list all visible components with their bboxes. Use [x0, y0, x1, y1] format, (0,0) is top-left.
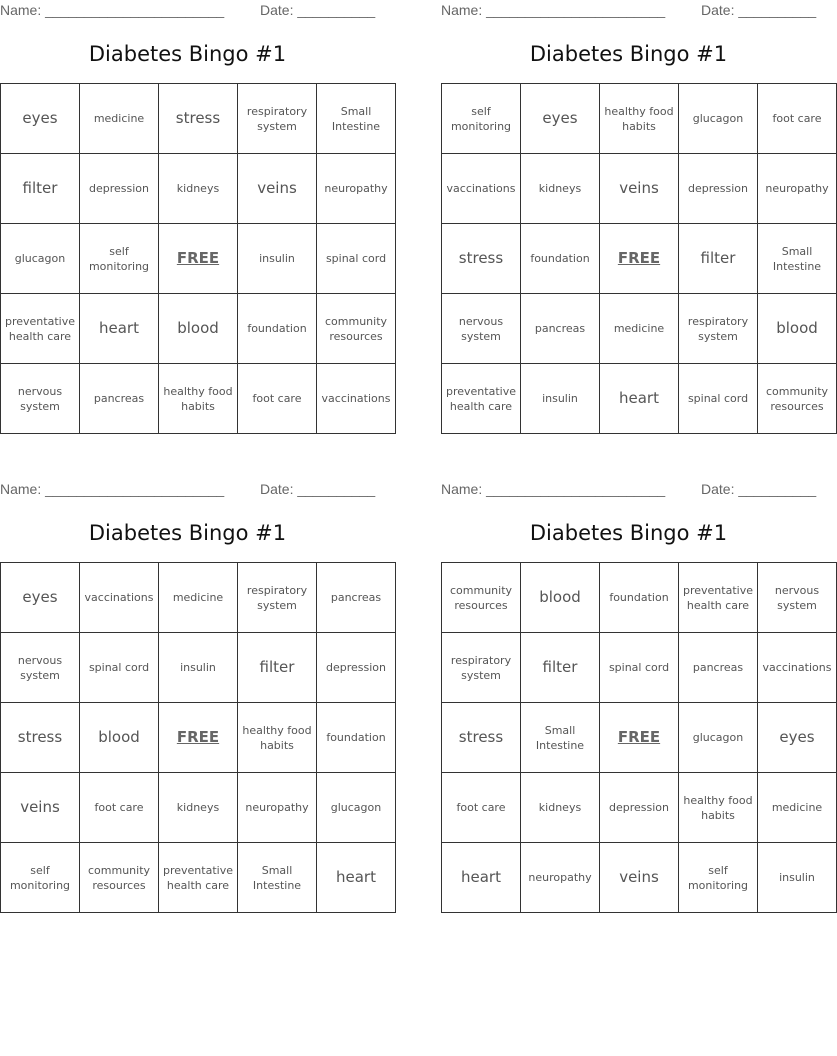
bingo-cell: glucagon	[679, 84, 758, 154]
grid-row	[442, 843, 837, 913]
grid-row	[1, 703, 396, 773]
bingo-cell: pancreas	[317, 563, 396, 633]
grid-row	[442, 224, 837, 294]
bingo-cell: stress	[1, 703, 80, 773]
bingo-cell: depression	[679, 154, 758, 224]
bingo-cell: eyes	[758, 703, 837, 773]
bingo-cell: stress	[159, 84, 238, 154]
bingo-cell: vaccinations	[758, 633, 837, 703]
bingo-cell: foot care	[80, 773, 159, 843]
bingo-cell: pancreas	[521, 294, 600, 364]
date-line: Date: __________	[260, 481, 376, 497]
bingo-cell: filter	[521, 633, 600, 703]
bingo-cell: eyes	[1, 84, 80, 154]
bingo-cell: filter	[1, 154, 80, 224]
bingo-cell: depression	[600, 773, 679, 843]
bingo-cell: preventative health care	[442, 364, 521, 434]
bingo-cell: veins	[238, 154, 317, 224]
bingo-cell: heart	[317, 843, 396, 913]
name-line: Name: _______________________	[441, 481, 666, 497]
bingo-cell: neuropathy	[521, 843, 600, 913]
bingo-cell: medicine	[80, 84, 159, 154]
grid-row	[1, 364, 396, 434]
bingo-cell: self monitoring	[80, 224, 159, 294]
bingo-cell: foot care	[758, 84, 837, 154]
bingo-cell: heart	[600, 364, 679, 434]
card-title: Diabetes Bingo #1	[529, 521, 728, 545]
bingo-cell: foundation	[600, 563, 679, 633]
bingo-cell: respiratory system	[679, 294, 758, 364]
grid-row	[1, 294, 396, 364]
bingo-cell: nervous system	[758, 563, 837, 633]
bingo-cell: respiratory system	[442, 633, 521, 703]
bingo-cell: community resources	[442, 563, 521, 633]
date-line: Date: __________	[701, 2, 817, 18]
bingo-cell: spinal cord	[600, 633, 679, 703]
name-line: Name: _______________________	[0, 2, 225, 18]
bingo-cell: Small Intestine	[238, 843, 317, 913]
bingo-cell: spinal cord	[317, 224, 396, 294]
bingo-grid	[441, 83, 837, 434]
bingo-cell: healthy food habits	[600, 84, 679, 154]
bingo-cell: stress	[442, 703, 521, 773]
grid-row	[1, 84, 396, 154]
bingo-cell: depression	[80, 154, 159, 224]
grid-row	[442, 294, 837, 364]
bingo-cell: vaccinations	[80, 563, 159, 633]
bingo-cell: foundation	[317, 703, 396, 773]
bingo-cell: stress	[442, 224, 521, 294]
bingo-cell: neuropathy	[758, 154, 837, 224]
bingo-cell: Small Intestine	[521, 703, 600, 773]
bingo-cell: vaccinations	[442, 154, 521, 224]
bingo-cell: self monitoring	[1, 843, 80, 913]
name-line: Name: _______________________	[441, 2, 666, 18]
bingo-cell: veins	[600, 843, 679, 913]
bingo-cell: heart	[442, 843, 521, 913]
bingo-cell: blood	[758, 294, 837, 364]
bingo-cell: healthy food habits	[238, 703, 317, 773]
card-title: Diabetes Bingo #1	[529, 42, 728, 66]
grid-row	[1, 563, 396, 633]
bingo-cell: blood	[521, 563, 600, 633]
bingo-cell: eyes	[521, 84, 600, 154]
grid-row	[1, 224, 396, 294]
bingo-cell: spinal cord	[80, 633, 159, 703]
grid-row	[442, 563, 837, 633]
bingo-cell: preventative health care	[159, 843, 238, 913]
grid-row	[442, 84, 837, 154]
bingo-cell: pancreas	[80, 364, 159, 434]
bingo-cell: vaccinations	[317, 364, 396, 434]
bingo-cell: foundation	[521, 224, 600, 294]
card-title: Diabetes Bingo #1	[88, 42, 287, 66]
bingo-cell: foot care	[442, 773, 521, 843]
bingo-grid	[441, 562, 837, 913]
bingo-cell: insulin	[238, 224, 317, 294]
bingo-cell: depression	[317, 633, 396, 703]
date-line: Date: __________	[260, 2, 376, 18]
bingo-cell: foot care	[238, 364, 317, 434]
bingo-cell: insulin	[758, 843, 837, 913]
bingo-cell: nervous system	[1, 364, 80, 434]
bingo-cell: glucagon	[1, 224, 80, 294]
bingo-grid	[0, 562, 396, 913]
bingo-cell: insulin	[521, 364, 600, 434]
bingo-cell: Small Intestine	[758, 224, 837, 294]
date-line: Date: __________	[701, 481, 817, 497]
bingo-cell: veins	[1, 773, 80, 843]
bingo-cell: glucagon	[679, 703, 758, 773]
bingo-cell: community resources	[317, 294, 396, 364]
grid-row	[442, 773, 837, 843]
bingo-cell: foundation	[238, 294, 317, 364]
bingo-cell: kidneys	[521, 773, 600, 843]
bingo-cell: heart	[80, 294, 159, 364]
bingo-cell: nervous system	[1, 633, 80, 703]
bingo-cell: filter	[238, 633, 317, 703]
bingo-cell: medicine	[159, 563, 238, 633]
bingo-cell: pancreas	[679, 633, 758, 703]
free-space: FREE	[159, 224, 238, 294]
grid-row	[442, 154, 837, 224]
bingo-cell: blood	[80, 703, 159, 773]
grid-row	[442, 703, 837, 773]
card-title: Diabetes Bingo #1	[88, 521, 287, 545]
grid-row	[1, 633, 396, 703]
bingo-cell: preventative health care	[679, 563, 758, 633]
bingo-cell: healthy food habits	[159, 364, 238, 434]
bingo-cell: Small Intestine	[317, 84, 396, 154]
bingo-cell: kidneys	[159, 154, 238, 224]
bingo-cell: filter	[679, 224, 758, 294]
bingo-grid	[0, 83, 396, 434]
free-space: FREE	[600, 224, 679, 294]
grid-row	[1, 154, 396, 224]
bingo-cell: eyes	[1, 563, 80, 633]
bingo-cell: preventative health care	[1, 294, 80, 364]
grid-row	[1, 773, 396, 843]
grid-row	[442, 633, 837, 703]
bingo-cell: medicine	[600, 294, 679, 364]
bingo-cell: neuropathy	[238, 773, 317, 843]
free-space: FREE	[600, 703, 679, 773]
name-line: Name: _______________________	[0, 481, 225, 497]
bingo-cell: medicine	[758, 773, 837, 843]
bingo-cell: neuropathy	[317, 154, 396, 224]
grid-row	[442, 364, 837, 434]
bingo-cell: kidneys	[521, 154, 600, 224]
bingo-cell: glucagon	[317, 773, 396, 843]
bingo-cell: respiratory system	[238, 84, 317, 154]
bingo-cell: community resources	[758, 364, 837, 434]
bingo-cell: self monitoring	[442, 84, 521, 154]
bingo-cell: nervous system	[442, 294, 521, 364]
bingo-cell: veins	[600, 154, 679, 224]
bingo-cell: insulin	[159, 633, 238, 703]
bingo-cell: spinal cord	[679, 364, 758, 434]
bingo-cell: blood	[159, 294, 238, 364]
bingo-cell: kidneys	[159, 773, 238, 843]
bingo-cell: respiratory system	[238, 563, 317, 633]
free-space: FREE	[159, 703, 238, 773]
bingo-cell: self monitoring	[679, 843, 758, 913]
bingo-cell: community resources	[80, 843, 159, 913]
grid-row	[1, 843, 396, 913]
bingo-cell: healthy food habits	[679, 773, 758, 843]
